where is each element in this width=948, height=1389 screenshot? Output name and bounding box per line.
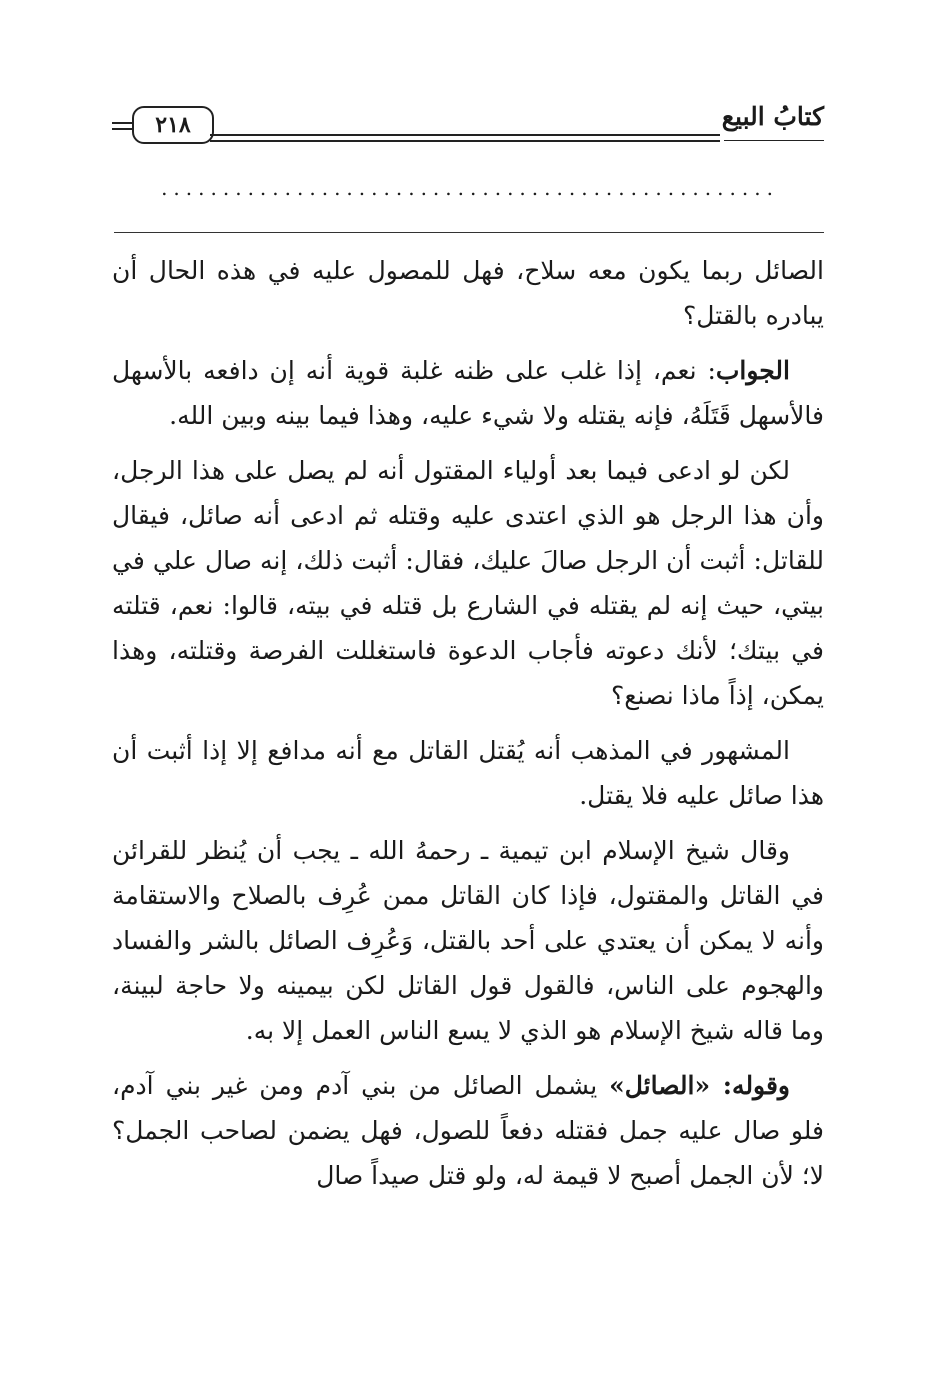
paragraph-text: المشهور في المذهب أنه يُقتل القاتل مع أنه مدافع إلا إذا أثبت أن هذا صائل عليه فلا يقتل.: [112, 736, 824, 810]
paragraph-text: لكن لو ادعى فيما بعد أولياء المقتول أنه لم يصل على هذا الرجل، وأن هذا الرجل هو الذي اعتدى عليه وقتله ثم ادعى أنه صائل، فيقال للقاتل: أثبت أن الرجل صالَ عليك، فقال: أثبت ذلك، إنه صال علي في بيتي، حيث إنه لم يقتله في الشارع بل قتله في بيته، قالوا: نعم، قتلته في بيتك؛ لأنك دعوته فأجاب الدعوة فاستغللت الفرصة وقتلته، وهذا يمكن، إذاً ماذا نصنع؟: [112, 456, 824, 710]
paragraph: [112, 448, 824, 718]
page-header: [112, 100, 824, 150]
page-number: ٢١٨: [132, 106, 214, 144]
paragraph: [112, 1063, 824, 1198]
paragraph-lead: وقوله: «الصائل»: [609, 1071, 790, 1100]
section-separator: [114, 232, 824, 233]
header-left-rule: [112, 122, 132, 130]
paragraph-text: الصائل ربما يكون معه سلاح، فهل للمصول عليه في هذه الحال أن يبادره بالقتل؟: [112, 256, 824, 330]
paragraph-text: : نعم، إذا غلب على ظنه غلبة قوية أنه إن دافعه بالأسهل فالأسهل قَتَلَهُ، فإنه يقتله ولا شيء عليه، وهذا فيما بينه وبين الله.: [112, 356, 824, 430]
page-body: [112, 248, 824, 1208]
paragraph-text: وقال شيخ الإسلام ابن تيمية ـ رحمهُ الله ـ يجب أن يُنظر للقرائن في القاتل والمقتول، فإذا كان القاتل ممن عُرِف بالصلاح والاستقامة وأنه لا يمكن أن يعتدي على أحد بالقتل، وَعُرِف الصائل بالشر والفساد والهجوم على الناس، فالقول قول القاتل لكن بيمينه ولا حاجة لبينة، وما قاله شيخ الإسلام هو الذي لا يسع الناس العمل إلا به.: [112, 836, 824, 1045]
paragraph-text: يشمل الصائل من بني آدم ومن غير بني آدم، فلو صال عليه جمل فقتله دفعاً للصول، فهل يضمن لصاحب الجمل؟ لا؛ لأن الجمل أصبح لا قيمة له، ولو قتل صيداً صال: [112, 1071, 824, 1190]
paragraph-lead: الجواب: [715, 356, 790, 385]
paragraph: [112, 828, 824, 1053]
title-underline: [724, 140, 824, 141]
paragraph: [112, 728, 824, 818]
dotted-separator: ..................................................: [161, 176, 779, 200]
book-title: كتابُ البيع: [721, 102, 824, 131]
paragraph: [112, 248, 824, 338]
paragraph: [112, 348, 824, 438]
header-rule: [210, 134, 720, 142]
